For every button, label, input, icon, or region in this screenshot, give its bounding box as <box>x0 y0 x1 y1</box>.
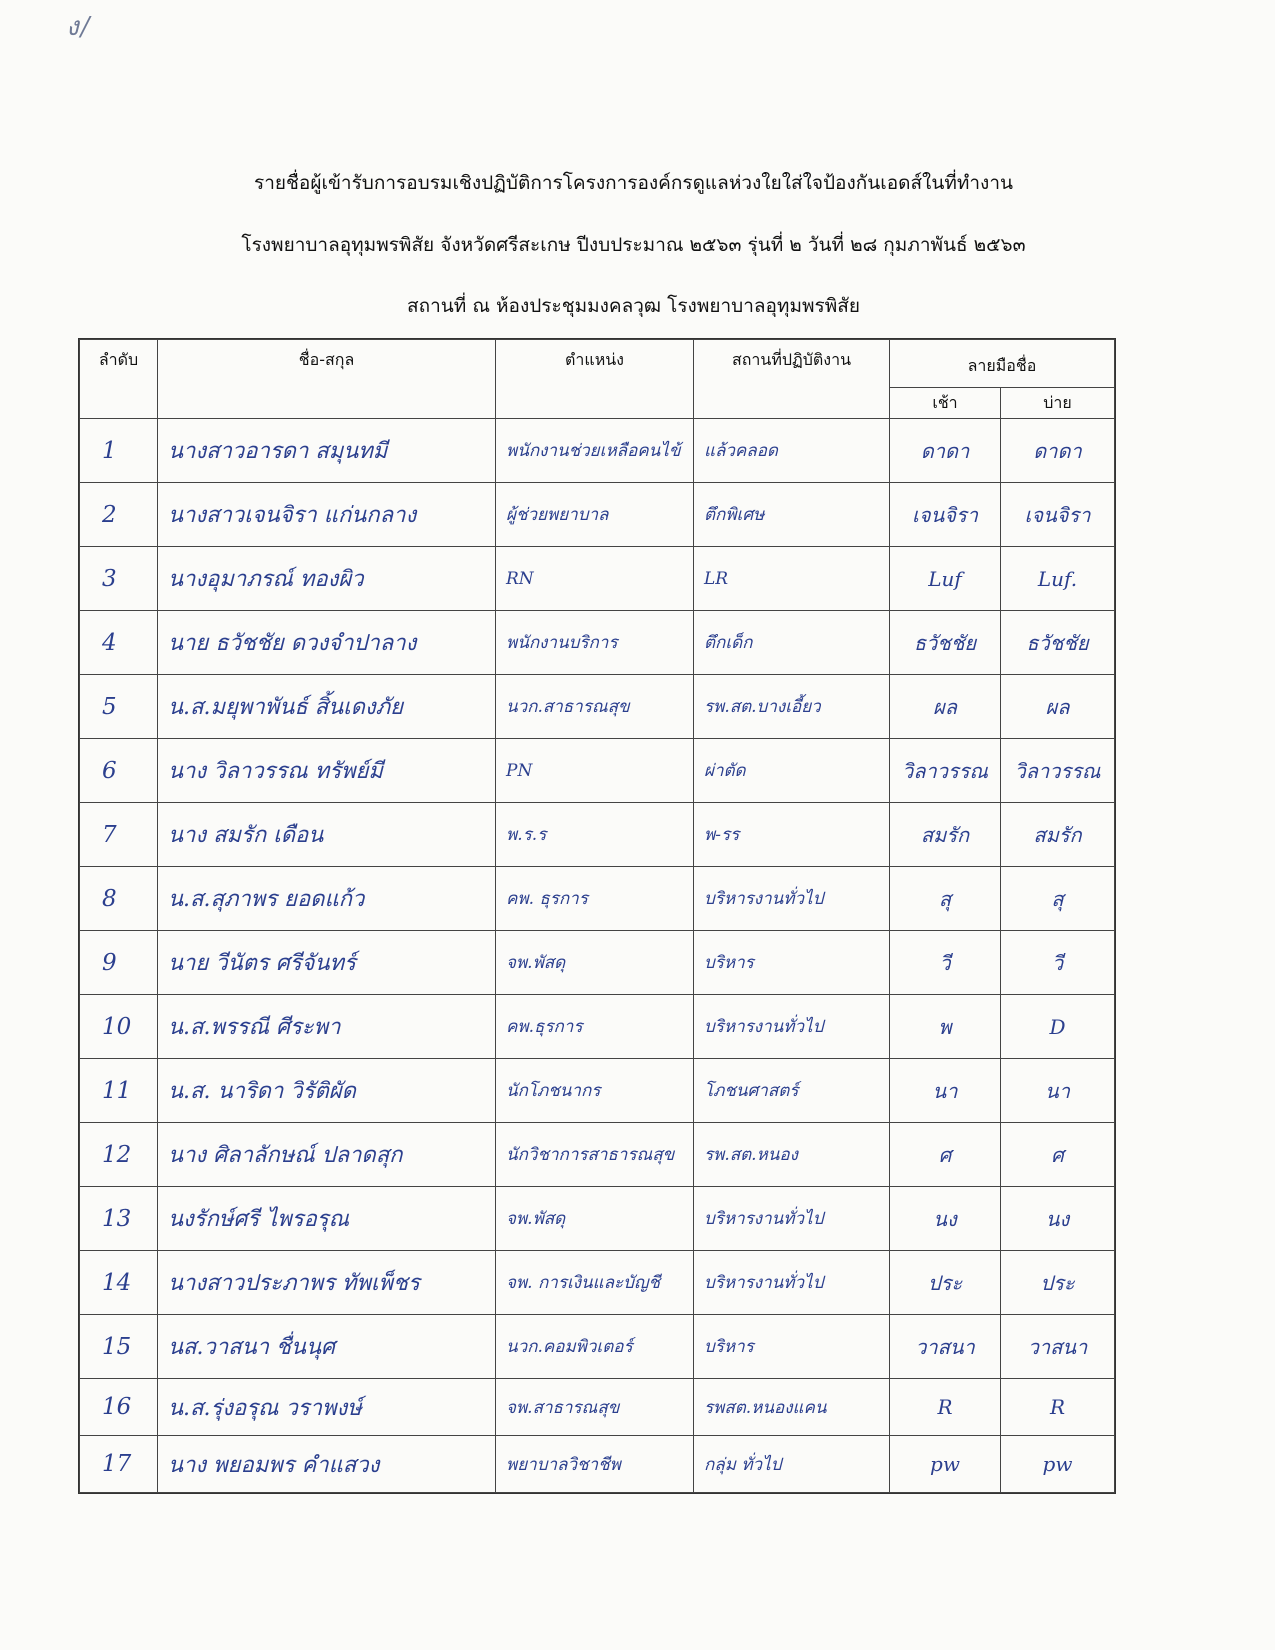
signature-morning: วาสนา <box>890 1315 1001 1379</box>
signature-morning: วี <box>890 931 1001 995</box>
attendance-sheet <box>78 338 1116 1494</box>
table-row <box>80 995 1115 1059</box>
table-row <box>80 1059 1115 1123</box>
attendee-workplace: ผ่าตัด <box>694 739 890 803</box>
signature-morning: pw <box>890 1436 1001 1493</box>
row-number: 5 <box>80 675 158 739</box>
table-row <box>80 931 1115 995</box>
attendee-name: น.ส.สุภาพร ยอดแก้ว <box>158 867 496 931</box>
attendee-name: นงรักษ์ศรี ไพรอรุณ <box>158 1187 496 1251</box>
attendee-workplace: รพสต.หนองแคน <box>694 1379 890 1436</box>
attendee-workplace: รพ.สต.หนอง <box>694 1123 890 1187</box>
attendee-position: นักวิชาการสาธารณสุข <box>496 1123 694 1187</box>
row-number: 6 <box>80 739 158 803</box>
attendee-workplace: บริหาร <box>694 931 890 995</box>
attendee-position: นักโภชนากร <box>496 1059 694 1123</box>
signature-afternoon: วิลาวรรณ <box>1001 739 1115 803</box>
signature-morning: เจนจิรา <box>890 483 1001 547</box>
attendee-workplace: บริหารงานทั่วไป <box>694 867 890 931</box>
corner-handwritten-mark: ง/ <box>66 12 92 42</box>
row-number: 4 <box>80 611 158 675</box>
attendee-position: นวก.คอมพิวเตอร์ <box>496 1315 694 1379</box>
attendee-position: พยาบาลวิชาชีพ <box>496 1436 694 1493</box>
header-signature: ลายมือชื่อ <box>890 340 1115 388</box>
document-title-line-3: สถานที่ ณ ห้องประชุมมงคลวุฒ โรงพยาบาลอุทุมพรพิสัย <box>407 295 860 317</box>
document-title-line-1: รายชื่อผู้เข้ารับการอบรมเชิงปฏิบัติการโครงการองค์กรดูแลห่วงใยใส่ใจป้องกันเอดส์ในที่ทำงาน <box>254 172 1013 194</box>
signature-afternoon: เจนจิรา <box>1001 483 1115 547</box>
signature-morning: ผล <box>890 675 1001 739</box>
attendee-name: นาง สมรัก เดือน <box>158 803 496 867</box>
attendee-name: นางสาวประภาพร ทัพเพ็ชร <box>158 1251 496 1315</box>
signature-afternoon: สุ <box>1001 867 1115 931</box>
attendee-position: จพ. การเงินและบัญชี <box>496 1251 694 1315</box>
attendee-position: พนักงานบริการ <box>496 611 694 675</box>
signature-afternoon: สมรัก <box>1001 803 1115 867</box>
attendee-name: น.ส.มยุพาพันธ์ สิ้นเดงภัย <box>158 675 496 739</box>
header-afternoon: บ่าย <box>1001 388 1115 419</box>
attendee-workplace: บริหารงานทั่วไป <box>694 1187 890 1251</box>
signature-morning: สมรัก <box>890 803 1001 867</box>
header-name: ชื่อ-สกุล <box>158 340 496 419</box>
row-number: 9 <box>80 931 158 995</box>
table-row <box>80 1123 1115 1187</box>
signature-afternoon: Luf. <box>1001 547 1115 611</box>
signature-afternoon: วาสนา <box>1001 1315 1115 1379</box>
attendee-name: นางสาวเจนจิรา แก่นกลาง <box>158 483 496 547</box>
row-number: 11 <box>80 1059 158 1123</box>
signature-afternoon: ผล <box>1001 675 1115 739</box>
table-row <box>80 739 1115 803</box>
document-title-line-2: โรงพยาบาลอุทุมพรพิสัย จังหวัดศรีสะเกษ ปีงบประมาณ ๒๕๖๓ รุ่นที่ ๒ วันที่ ๒๘ กุมภาพันธ์ ๒๕๖๓ <box>241 234 1026 256</box>
attendee-workplace: บริหารงานทั่วไป <box>694 995 890 1059</box>
signature-afternoon: นา <box>1001 1059 1115 1123</box>
signature-morning: ธวัชชัย <box>890 611 1001 675</box>
attendee-workplace: บริหารงานทั่วไป <box>694 1251 890 1315</box>
attendee-workplace: LR <box>694 547 890 611</box>
signature-afternoon: R <box>1001 1379 1115 1436</box>
table-row <box>80 803 1115 867</box>
attendee-workplace: รพ.สต.บางเอี้ยว <box>694 675 890 739</box>
signature-afternoon: ดาดา <box>1001 419 1115 483</box>
signature-morning: พ <box>890 995 1001 1059</box>
attendee-position: RN <box>496 547 694 611</box>
row-number: 16 <box>80 1379 158 1436</box>
attendee-position: คพ. ธุรการ <box>496 867 694 931</box>
signature-morning: วิลาวรรณ <box>890 739 1001 803</box>
row-number: 1 <box>80 419 158 483</box>
header-workplace: สถานที่ปฏิบัติงาน <box>694 340 890 419</box>
header-order: ลำดับ <box>80 340 158 419</box>
table-row <box>80 483 1115 547</box>
attendee-position: คพ.ธุรการ <box>496 995 694 1059</box>
table-row <box>80 675 1115 739</box>
table-row <box>80 1315 1115 1379</box>
attendee-workplace: ตึกเด็ก <box>694 611 890 675</box>
row-number: 14 <box>80 1251 158 1315</box>
attendee-workplace: ตึกพิเศษ <box>694 483 890 547</box>
attendee-position: จพ.พัสดุ <box>496 1187 694 1251</box>
signature-morning: นา <box>890 1059 1001 1123</box>
attendee-name: น.ส.พรรณี ศีระพา <box>158 995 496 1059</box>
header-position: ตำแหน่ง <box>496 340 694 419</box>
row-number: 7 <box>80 803 158 867</box>
row-number: 2 <box>80 483 158 547</box>
attendee-name: นาง พยอมพร คำแสวง <box>158 1436 496 1493</box>
attendee-name: นางสาวอารดา สมุนทมี <box>158 419 496 483</box>
attendee-workplace: บริหาร <box>694 1315 890 1379</box>
row-number: 8 <box>80 867 158 931</box>
signature-afternoon: ธวัชชัย <box>1001 611 1115 675</box>
attendee-name: นางอุมาภรณ์ ทองผิว <box>158 547 496 611</box>
row-number: 3 <box>80 547 158 611</box>
attendee-name: นส.วาสนา ชื่นนุศ <box>158 1315 496 1379</box>
attendee-position: นวก.สาธารณสุข <box>496 675 694 739</box>
row-number: 17 <box>80 1436 158 1493</box>
attendee-workplace: กลุ่ม ทั่วไป <box>694 1436 890 1493</box>
table-row <box>80 547 1115 611</box>
row-number: 15 <box>80 1315 158 1379</box>
attendee-workplace: แล้วคลอด <box>694 419 890 483</box>
table-row <box>80 1436 1115 1493</box>
signature-morning: ประ <box>890 1251 1001 1315</box>
attendee-name: นาย ธวัชชัย ดวงจำปาลาง <box>158 611 496 675</box>
attendee-name: นาย วีนัตร ศรีจันทร์ <box>158 931 496 995</box>
signature-afternoon: นง <box>1001 1187 1115 1251</box>
signature-morning: ดาดา <box>890 419 1001 483</box>
attendee-name: นาง ศิลาลักษณ์ ปลาดสุก <box>158 1123 496 1187</box>
table-row <box>80 867 1115 931</box>
attendee-name: น.ส. นาริดา วิรัติผัด <box>158 1059 496 1123</box>
row-number: 10 <box>80 995 158 1059</box>
attendee-position: จพ.สาธารณสุข <box>496 1379 694 1436</box>
signature-morning: Luf <box>890 547 1001 611</box>
signature-afternoon: วี <box>1001 931 1115 995</box>
signature-afternoon: pw <box>1001 1436 1115 1493</box>
attendee-position: จพ.พัสดุ <box>496 931 694 995</box>
attendee-position: พนักงานช่วยเหลือคนไข้ <box>496 419 694 483</box>
signature-morning: สุ <box>890 867 1001 931</box>
attendee-name: นาง วิลาวรรณ ทรัพย์มี <box>158 739 496 803</box>
signature-morning: R <box>890 1379 1001 1436</box>
attendee-position: ผู้ช่วยพยาบาล <box>496 483 694 547</box>
attendee-position: PN <box>496 739 694 803</box>
table-row <box>80 1379 1115 1436</box>
attendee-name: น.ส.รุ่งอรุณ วราพงษ์ <box>158 1379 496 1436</box>
row-number: 12 <box>80 1123 158 1187</box>
attendee-workplace: โภชนศาสตร์ <box>694 1059 890 1123</box>
table-row <box>80 611 1115 675</box>
attendance-table <box>79 339 1115 1493</box>
signature-morning: ศ <box>890 1123 1001 1187</box>
signature-afternoon: ศ <box>1001 1123 1115 1187</box>
signature-afternoon: D <box>1001 995 1115 1059</box>
header-morning: เช้า <box>890 388 1001 419</box>
signature-morning: นง <box>890 1187 1001 1251</box>
signature-afternoon: ประ <box>1001 1251 1115 1315</box>
table-row <box>80 1187 1115 1251</box>
attendee-workplace: พ-รร <box>694 803 890 867</box>
table-row <box>80 1251 1115 1315</box>
attendee-position: พ.ร.ร <box>496 803 694 867</box>
table-row <box>80 419 1115 483</box>
row-number: 13 <box>80 1187 158 1251</box>
